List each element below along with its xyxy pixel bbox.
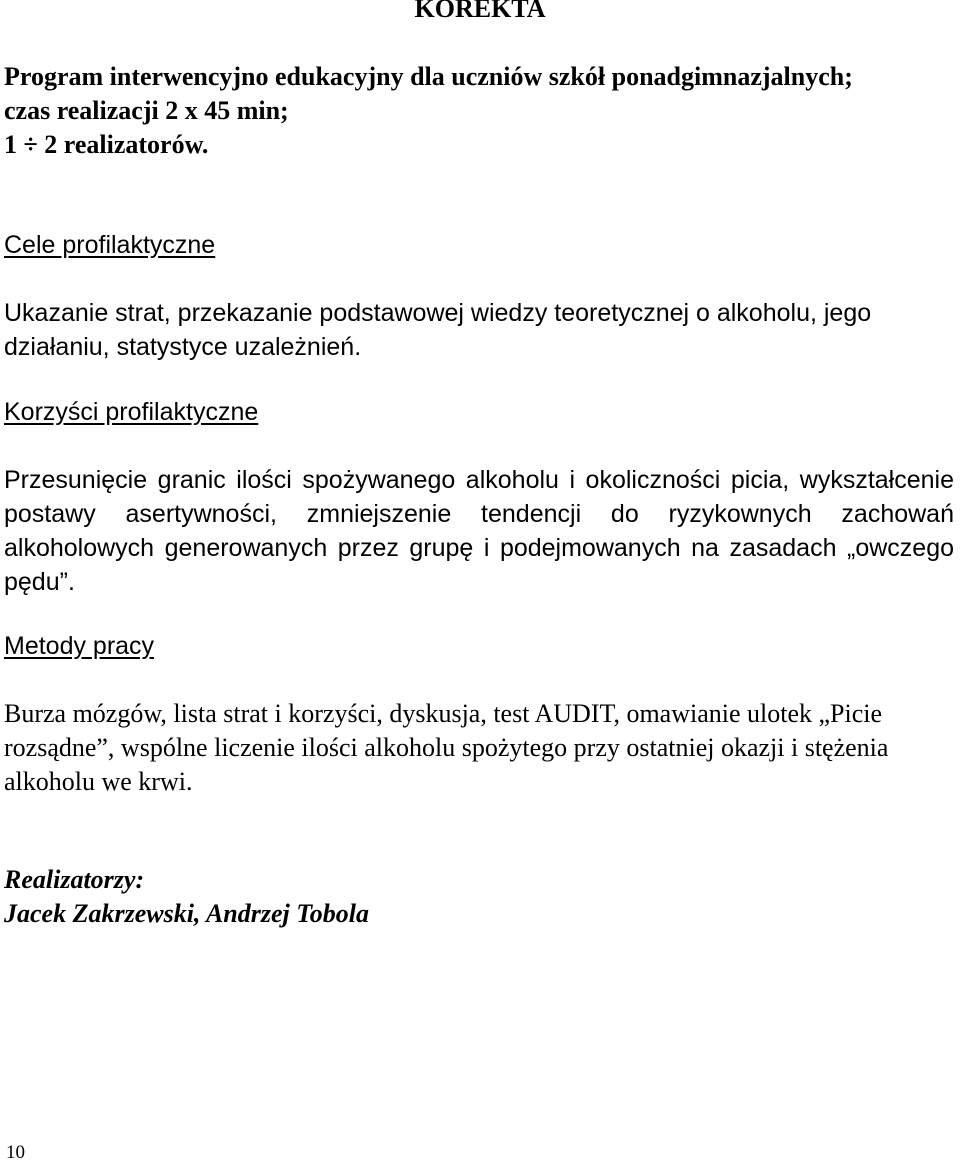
goals-body: Ukazanie strat, przekazanie podstawowej wiedzy teoretycznej o alkoholu, jego działaniu, statystyce uzależnień. xyxy=(4,299,872,361)
benefits-body: Przesunięcie granic ilości spożywanego alkoholu i okoliczności picia, wykształcenie postawy asertywności, zmniejszenie tendencji do ryzykownych zachowań alkoholowych generowanych przez grupę i podejmowanych na zasadach „owczego pędu”. xyxy=(4,466,954,596)
intro-line-2: czas realizacji 2 x 45 min; xyxy=(4,96,289,125)
intro-line-1: Program interwencyjno edukacyjny dla uczniów szkół ponadgimnazjalnych; xyxy=(4,62,853,91)
intro-line-3: 1 ÷ 2 realizatorów. xyxy=(4,130,209,159)
authors-block xyxy=(4,863,369,931)
methods-heading: Metody pracy xyxy=(4,632,155,660)
goals-heading: Cele profilaktyczne xyxy=(4,231,216,259)
page-number: 10 xyxy=(6,1142,25,1163)
methods-body: Burza mózgów, lista strat i korzyści, dyskusja, test AUDIT, omawianie ulotek „Picie rozsądne”, wspólne liczenie ilości alkoholu spożytego przy ostatniej okazji i stężenia alkoholu we krwi. xyxy=(4,699,889,796)
benefits-heading: Korzyści profilaktyczne xyxy=(4,398,259,426)
authors-names: Jacek Zakrzewski, Andrzej Tobola xyxy=(4,899,369,928)
authors-label: Realizatorzy: xyxy=(4,865,145,894)
program-intro xyxy=(4,60,954,162)
page-title: KOREKTA xyxy=(414,0,546,23)
